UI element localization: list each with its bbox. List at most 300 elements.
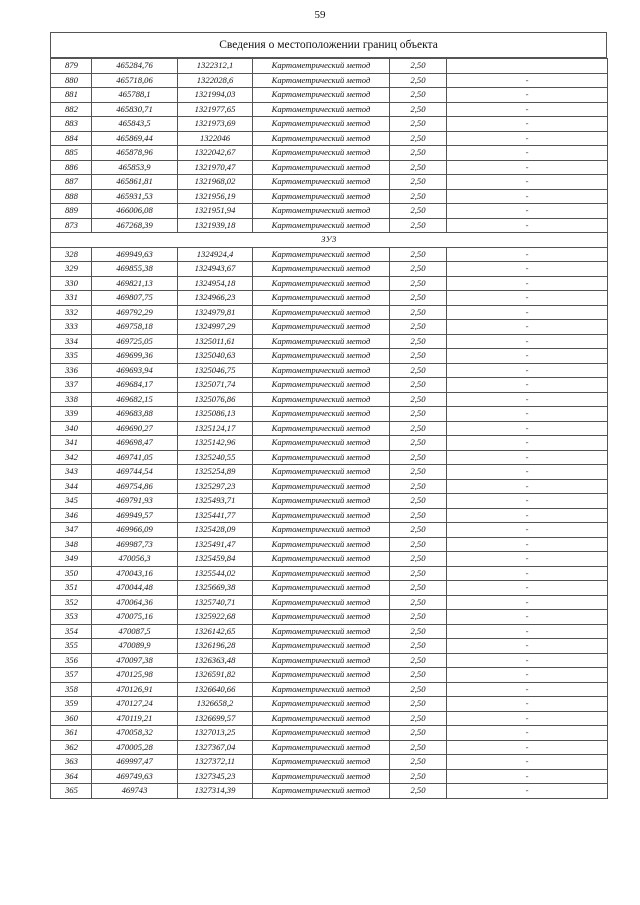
x-coordinate-cell: 470043,16 (92, 566, 178, 581)
y-coordinate-cell: 1326196,28 (178, 639, 253, 654)
y-coordinate-cell: 1325040,63 (178, 349, 253, 364)
accuracy-cell: 2,50 (390, 189, 447, 204)
point-number-cell: 347 (51, 523, 92, 538)
table-row (51, 581, 608, 596)
accuracy-cell: 2,50 (390, 784, 447, 799)
method-cell: Картометрический метод (253, 146, 390, 161)
table-row (51, 682, 608, 697)
table-row (51, 131, 608, 146)
point-number-cell: 328 (51, 247, 92, 262)
accuracy-cell: 2,50 (390, 363, 447, 378)
accuracy-cell: 2,50 (390, 610, 447, 625)
point-number-cell: 359 (51, 697, 92, 712)
x-coordinate-cell: 470064,36 (92, 595, 178, 610)
accuracy-cell: 2,50 (390, 726, 447, 741)
accuracy-cell: 2,50 (390, 436, 447, 451)
note-cell: - (447, 711, 608, 726)
y-coordinate-cell: 1321968,02 (178, 175, 253, 190)
x-coordinate-cell: 465869,44 (92, 131, 178, 146)
y-coordinate-cell: 1325011,61 (178, 334, 253, 349)
x-coordinate-cell: 470005,28 (92, 740, 178, 755)
x-coordinate-cell: 467268,39 (92, 218, 178, 233)
accuracy-cell: 2,50 (390, 682, 447, 697)
note-cell: - (447, 276, 608, 291)
accuracy-cell: 2,50 (390, 552, 447, 567)
x-coordinate-cell: 469699,36 (92, 349, 178, 364)
x-coordinate-cell: 470089,9 (92, 639, 178, 654)
point-number-cell: 361 (51, 726, 92, 741)
y-coordinate-cell: 1325922,68 (178, 610, 253, 625)
point-number-cell: 342 (51, 450, 92, 465)
x-coordinate-cell: 465843,5 (92, 117, 178, 132)
note-cell: - (447, 146, 608, 161)
point-number-cell: 344 (51, 479, 92, 494)
method-cell: Картометрический метод (253, 697, 390, 712)
accuracy-cell: 2,50 (390, 305, 447, 320)
x-coordinate-cell: 469682,15 (92, 392, 178, 407)
y-coordinate-cell: 1325297,23 (178, 479, 253, 494)
method-cell: Картометрический метод (253, 566, 390, 581)
point-number-cell: 353 (51, 610, 92, 625)
table-row (51, 189, 608, 204)
y-coordinate-cell: 1325491,47 (178, 537, 253, 552)
x-coordinate-cell: 465284,76 (92, 59, 178, 74)
method-cell: Картометрический метод (253, 102, 390, 117)
y-coordinate-cell: 1322312,1 (178, 59, 253, 74)
table-row (51, 639, 608, 654)
note-cell: - (447, 769, 608, 784)
table-row (51, 407, 608, 422)
accuracy-cell: 2,50 (390, 711, 447, 726)
y-coordinate-cell: 1325493,71 (178, 494, 253, 509)
y-coordinate-cell: 1327314,39 (178, 784, 253, 799)
y-coordinate-cell: 1326699,57 (178, 711, 253, 726)
x-coordinate-cell: 466006,08 (92, 204, 178, 219)
table-row (51, 305, 608, 320)
table-row (51, 421, 608, 436)
x-coordinate-cell: 465931,53 (92, 189, 178, 204)
point-number-cell: 356 (51, 653, 92, 668)
accuracy-cell: 2,50 (390, 88, 447, 103)
note-cell: - (447, 682, 608, 697)
accuracy-cell: 2,50 (390, 450, 447, 465)
table-row (51, 740, 608, 755)
table-row (51, 668, 608, 683)
point-number-cell: 337 (51, 378, 92, 393)
page-number: 59 (314, 9, 326, 21)
note-cell: - (447, 610, 608, 625)
accuracy-cell: 2,50 (390, 421, 447, 436)
x-coordinate-cell: 469791,93 (92, 494, 178, 509)
note-cell: - (447, 349, 608, 364)
note-cell: - (447, 697, 608, 712)
y-coordinate-cell: 1327372,11 (178, 755, 253, 770)
method-cell: Картометрический метод (253, 320, 390, 335)
method-cell: Картометрический метод (253, 552, 390, 567)
method-cell: Картометрический метод (253, 479, 390, 494)
note-cell: - (447, 334, 608, 349)
table-row (51, 566, 608, 581)
table-row (51, 378, 608, 393)
point-number-cell: 889 (51, 204, 92, 219)
point-number-cell: 339 (51, 407, 92, 422)
accuracy-cell: 2,50 (390, 653, 447, 668)
table-row (51, 334, 608, 349)
method-cell: Картометрический метод (253, 624, 390, 639)
y-coordinate-cell: 1327345,23 (178, 769, 253, 784)
method-cell: Картометрический метод (253, 653, 390, 668)
point-number-cell: 335 (51, 349, 92, 364)
note-cell: - (447, 218, 608, 233)
accuracy-cell: 2,50 (390, 131, 447, 146)
x-coordinate-cell: 465878,96 (92, 146, 178, 161)
y-coordinate-cell: 1326640,66 (178, 682, 253, 697)
x-coordinate-cell: 469949,57 (92, 508, 178, 523)
method-cell: Картометрический метод (253, 73, 390, 88)
note-cell: - (447, 363, 608, 378)
point-number-cell: 885 (51, 146, 92, 161)
note-cell: - (447, 465, 608, 480)
table-row (51, 218, 608, 233)
method-cell: Картометрический метод (253, 711, 390, 726)
table-row (51, 276, 608, 291)
point-number-cell: 358 (51, 682, 92, 697)
accuracy-cell: 2,50 (390, 769, 447, 784)
note-cell: - (447, 320, 608, 335)
method-cell: Картометрический метод (253, 247, 390, 262)
x-coordinate-cell: 469997,47 (92, 755, 178, 770)
point-number-cell: 882 (51, 102, 92, 117)
table-row (51, 291, 608, 306)
method-cell: Картометрический метод (253, 88, 390, 103)
table-row (51, 653, 608, 668)
table-row (51, 755, 608, 770)
note-cell: - (447, 102, 608, 117)
point-number-cell: 331 (51, 291, 92, 306)
note-cell: - (447, 668, 608, 683)
accuracy-cell: 2,50 (390, 755, 447, 770)
method-cell: Картометрический метод (253, 755, 390, 770)
method-cell: Картометрический метод (253, 305, 390, 320)
method-cell: Картометрический метод (253, 59, 390, 74)
y-coordinate-cell: 1321977,65 (178, 102, 253, 117)
note-cell: - (447, 755, 608, 770)
note-cell: - (447, 175, 608, 190)
table-row (51, 508, 608, 523)
table-row (51, 146, 608, 161)
point-number-cell: 357 (51, 668, 92, 683)
point-number-cell: 329 (51, 262, 92, 277)
x-coordinate-cell: 470125,98 (92, 668, 178, 683)
note-cell: - (447, 494, 608, 509)
note-cell: - (447, 450, 608, 465)
accuracy-cell: 2,50 (390, 494, 447, 509)
x-coordinate-cell: 469741,05 (92, 450, 178, 465)
note-cell: - (447, 624, 608, 639)
y-coordinate-cell: 1326142,65 (178, 624, 253, 639)
table-row (51, 102, 608, 117)
x-coordinate-cell: 469987,73 (92, 537, 178, 552)
accuracy-cell: 2,50 (390, 624, 447, 639)
accuracy-cell: 2,50 (390, 334, 447, 349)
y-coordinate-cell: 1327367,04 (178, 740, 253, 755)
method-cell: Картометрический метод (253, 131, 390, 146)
x-coordinate-cell: 465853,9 (92, 160, 178, 175)
x-coordinate-cell: 469966,09 (92, 523, 178, 538)
note-cell: - (447, 595, 608, 610)
point-number-cell: 341 (51, 436, 92, 451)
y-coordinate-cell: 1322046 (178, 131, 253, 146)
x-coordinate-cell: 469754,86 (92, 479, 178, 494)
method-cell: Картометрический метод (253, 769, 390, 784)
table-row (51, 711, 608, 726)
x-coordinate-cell: 469792,29 (92, 305, 178, 320)
y-coordinate-cell: 1321970,47 (178, 160, 253, 175)
method-cell: Картометрический метод (253, 407, 390, 422)
x-coordinate-cell: 470126,91 (92, 682, 178, 697)
point-number-cell: 365 (51, 784, 92, 799)
coordinates-table (50, 58, 608, 799)
point-number-cell: 338 (51, 392, 92, 407)
method-cell: Картометрический метод (253, 160, 390, 175)
method-cell: Картометрический метод (253, 189, 390, 204)
table-row (51, 392, 608, 407)
accuracy-cell: 2,50 (390, 639, 447, 654)
x-coordinate-cell: 465861,81 (92, 175, 178, 190)
x-coordinate-cell: 470058,32 (92, 726, 178, 741)
method-cell: Картометрический метод (253, 537, 390, 552)
note-cell: - (447, 508, 608, 523)
y-coordinate-cell: 1324943,67 (178, 262, 253, 277)
note-cell: - (447, 392, 608, 407)
x-coordinate-cell: 469690,27 (92, 421, 178, 436)
accuracy-cell: 2,50 (390, 349, 447, 364)
point-number-cell: 346 (51, 508, 92, 523)
y-coordinate-cell: 1324966,23 (178, 291, 253, 306)
method-cell: Картометрический метод (253, 639, 390, 654)
method-cell: Картометрический метод (253, 784, 390, 799)
accuracy-cell: 2,50 (390, 697, 447, 712)
y-coordinate-cell: 1325544,02 (178, 566, 253, 581)
point-number-cell: 352 (51, 595, 92, 610)
x-coordinate-cell: 469684,17 (92, 378, 178, 393)
x-coordinate-cell: 469693,94 (92, 363, 178, 378)
table-row (51, 320, 608, 335)
note-cell: - (447, 784, 608, 799)
table-row (51, 769, 608, 784)
point-number-cell: 880 (51, 73, 92, 88)
boundary-table-sheet (50, 32, 607, 799)
table-row (51, 450, 608, 465)
group1-rows (51, 59, 608, 233)
table-row (51, 247, 608, 262)
point-number-cell: 881 (51, 88, 92, 103)
accuracy-cell: 2,50 (390, 378, 447, 393)
table-row (51, 595, 608, 610)
method-cell: Картометрический метод (253, 363, 390, 378)
method-cell: Картометрический метод (253, 349, 390, 364)
x-coordinate-cell: 465830,71 (92, 102, 178, 117)
note-cell: - (447, 479, 608, 494)
note-cell: - (447, 378, 608, 393)
accuracy-cell: 2,50 (390, 320, 447, 335)
method-cell: Картометрический метод (253, 334, 390, 349)
table-row (51, 624, 608, 639)
y-coordinate-cell: 1325142,96 (178, 436, 253, 451)
method-cell: Картометрический метод (253, 668, 390, 683)
accuracy-cell: 2,50 (390, 465, 447, 480)
section-row (51, 233, 608, 248)
point-number-cell: 330 (51, 276, 92, 291)
x-coordinate-cell: 470119,21 (92, 711, 178, 726)
x-coordinate-cell: 469758,18 (92, 320, 178, 335)
x-coordinate-cell: 470087,5 (92, 624, 178, 639)
x-coordinate-cell: 470075,16 (92, 610, 178, 625)
x-coordinate-cell: 469698,47 (92, 436, 178, 451)
point-number-cell: 888 (51, 189, 92, 204)
note-cell: - (447, 639, 608, 654)
accuracy-cell: 2,50 (390, 595, 447, 610)
method-cell: Картометрический метод (253, 291, 390, 306)
y-coordinate-cell: 1325240,55 (178, 450, 253, 465)
y-coordinate-cell: 1327013,25 (178, 726, 253, 741)
table-row (51, 784, 608, 799)
table-row (51, 204, 608, 219)
y-coordinate-cell: 1325076,86 (178, 392, 253, 407)
note-cell: - (447, 88, 608, 103)
x-coordinate-cell: 465718,06 (92, 73, 178, 88)
method-cell: Картометрический метод (253, 494, 390, 509)
table-row (51, 175, 608, 190)
point-number-cell: 340 (51, 421, 92, 436)
table-row (51, 523, 608, 538)
accuracy-cell: 2,50 (390, 668, 447, 683)
table-row (51, 262, 608, 277)
y-coordinate-cell: 1325046,75 (178, 363, 253, 378)
section-label: ЗУ3 (51, 233, 608, 248)
point-number-cell: 332 (51, 305, 92, 320)
accuracy-cell: 2,50 (390, 523, 447, 538)
accuracy-cell: 2,50 (390, 508, 447, 523)
table-row (51, 436, 608, 451)
y-coordinate-cell: 1324979,81 (178, 305, 253, 320)
y-coordinate-cell: 1325124,17 (178, 421, 253, 436)
y-coordinate-cell: 1324924,4 (178, 247, 253, 262)
x-coordinate-cell: 470127,24 (92, 697, 178, 712)
accuracy-cell: 2,50 (390, 740, 447, 755)
method-cell: Картометрический метод (253, 682, 390, 697)
point-number-cell: 363 (51, 755, 92, 770)
accuracy-cell: 2,50 (390, 146, 447, 161)
method-cell: Картометрический метод (253, 262, 390, 277)
y-coordinate-cell: 1325254,89 (178, 465, 253, 480)
accuracy-cell: 2,50 (390, 175, 447, 190)
x-coordinate-cell: 469744,54 (92, 465, 178, 480)
point-number-cell: 345 (51, 494, 92, 509)
note-cell: - (447, 653, 608, 668)
table-row (51, 552, 608, 567)
method-cell: Картометрический метод (253, 436, 390, 451)
y-coordinate-cell: 1321956,19 (178, 189, 253, 204)
method-cell: Картометрический метод (253, 610, 390, 625)
accuracy-cell: 2,50 (390, 581, 447, 596)
method-cell: Картометрический метод (253, 117, 390, 132)
table-row (51, 59, 608, 74)
note-cell: - (447, 189, 608, 204)
y-coordinate-cell: 1322042,67 (178, 146, 253, 161)
method-cell: Картометрический метод (253, 581, 390, 596)
table-row (51, 73, 608, 88)
note-cell: - (447, 552, 608, 567)
y-coordinate-cell: 1325071,74 (178, 378, 253, 393)
y-coordinate-cell: 1324954,18 (178, 276, 253, 291)
note-cell: - (447, 117, 608, 132)
accuracy-cell: 2,50 (390, 291, 447, 306)
note-cell: - (447, 131, 608, 146)
y-coordinate-cell: 1325428,09 (178, 523, 253, 538)
note-cell (447, 59, 608, 74)
point-number-cell: 333 (51, 320, 92, 335)
method-cell: Картометрический метод (253, 204, 390, 219)
note-cell: - (447, 247, 608, 262)
note-cell: - (447, 726, 608, 741)
x-coordinate-cell: 470097,38 (92, 653, 178, 668)
point-number-cell: 887 (51, 175, 92, 190)
accuracy-cell: 2,50 (390, 479, 447, 494)
point-number-cell: 354 (51, 624, 92, 639)
x-coordinate-cell: 465788,1 (92, 88, 178, 103)
table-row (51, 479, 608, 494)
note-cell: - (447, 537, 608, 552)
note-cell: - (447, 436, 608, 451)
point-number-cell: 362 (51, 740, 92, 755)
method-cell: Картометрический метод (253, 508, 390, 523)
x-coordinate-cell: 470044,48 (92, 581, 178, 596)
method-cell: Картометрический метод (253, 378, 390, 393)
method-cell: Картометрический метод (253, 175, 390, 190)
point-number-cell: 873 (51, 218, 92, 233)
y-coordinate-cell: 1321994,03 (178, 88, 253, 103)
group2-rows (51, 247, 608, 798)
accuracy-cell: 2,50 (390, 117, 447, 132)
table-row (51, 349, 608, 364)
accuracy-cell: 2,50 (390, 276, 447, 291)
table-row (51, 537, 608, 552)
accuracy-cell: 2,50 (390, 102, 447, 117)
point-number-cell: 336 (51, 363, 92, 378)
note-cell: - (447, 305, 608, 320)
note-cell: - (447, 581, 608, 596)
accuracy-cell: 2,50 (390, 73, 447, 88)
note-cell: - (447, 262, 608, 277)
table-row (51, 697, 608, 712)
note-cell: - (447, 421, 608, 436)
y-coordinate-cell: 1326363,48 (178, 653, 253, 668)
y-coordinate-cell: 1325441,77 (178, 508, 253, 523)
method-cell: Картометрический метод (253, 218, 390, 233)
method-cell: Картометрический метод (253, 450, 390, 465)
point-number-cell: 884 (51, 131, 92, 146)
x-coordinate-cell: 469743 (92, 784, 178, 799)
table-row (51, 465, 608, 480)
y-coordinate-cell: 1321939,18 (178, 218, 253, 233)
table-row (51, 610, 608, 625)
table-row (51, 494, 608, 509)
x-coordinate-cell: 469821,13 (92, 276, 178, 291)
x-coordinate-cell: 469749,63 (92, 769, 178, 784)
point-number-cell: 883 (51, 117, 92, 132)
note-cell: - (447, 566, 608, 581)
